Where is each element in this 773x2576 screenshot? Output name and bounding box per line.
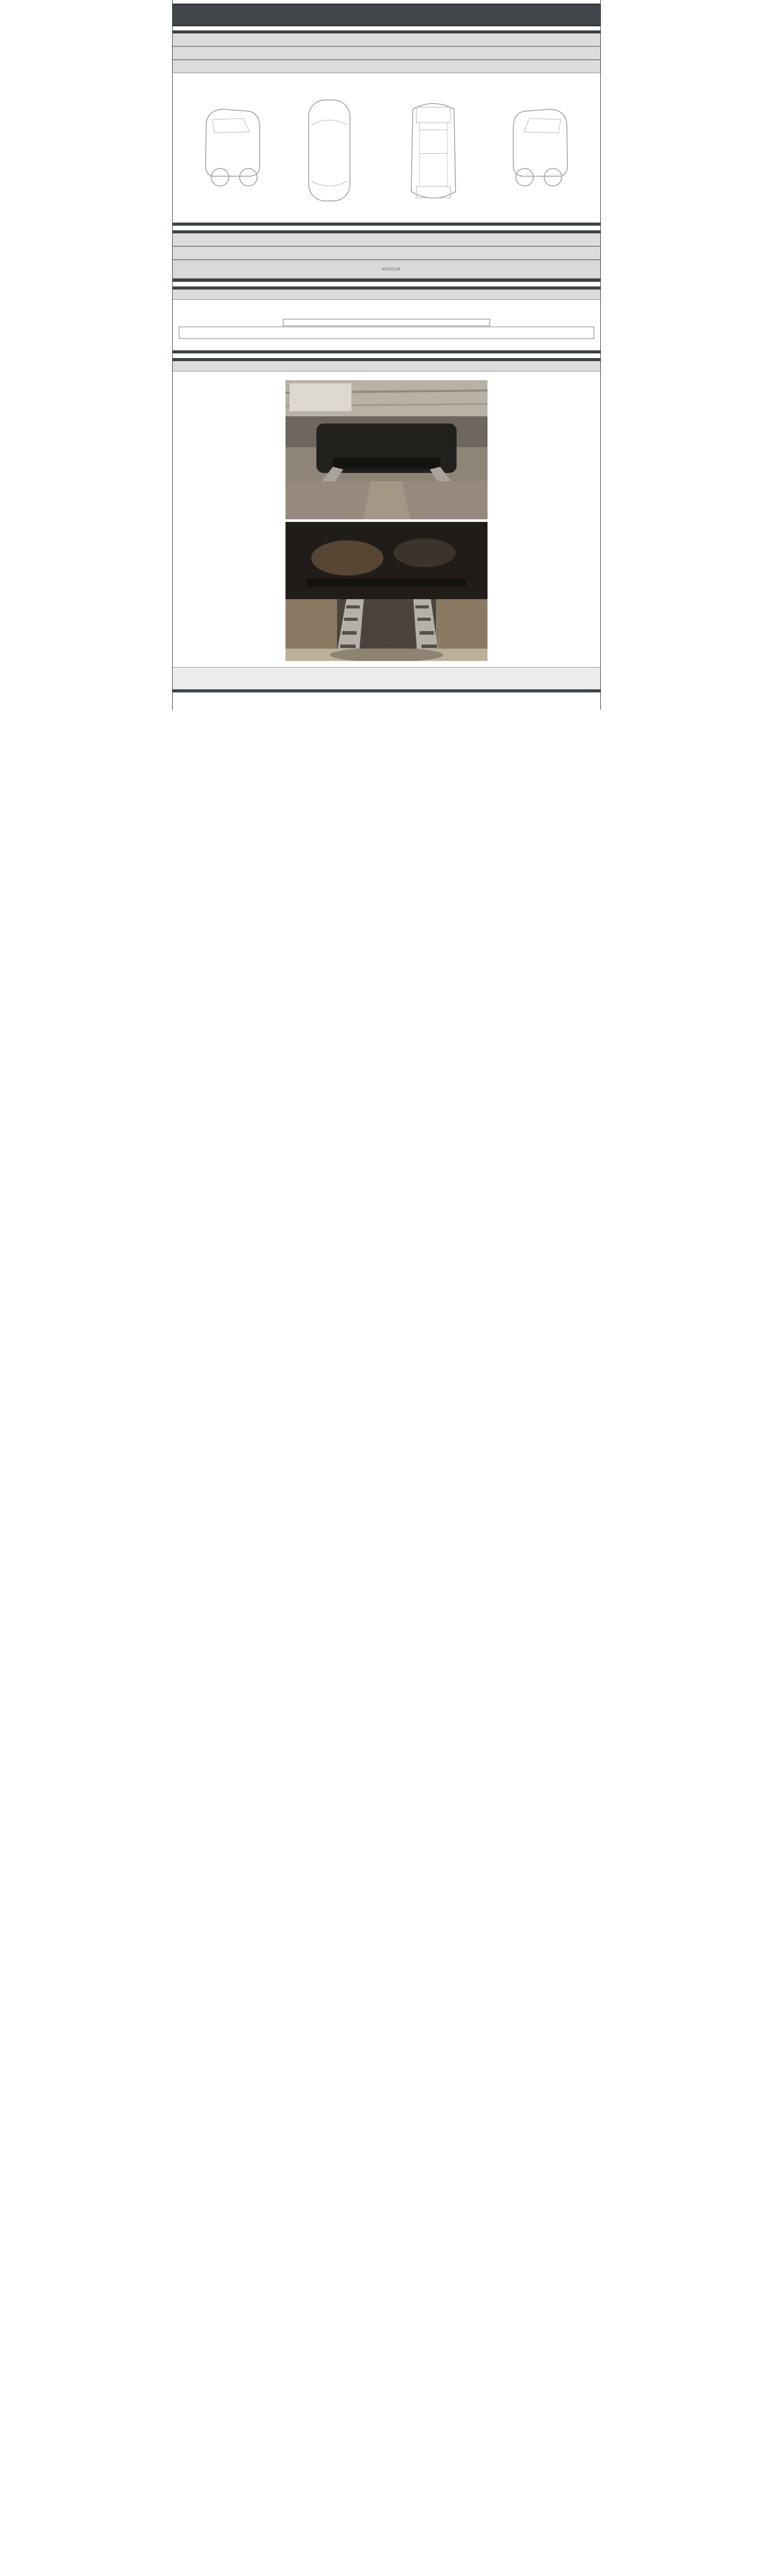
- signature-band: [173, 667, 600, 689]
- block-notice: [173, 286, 600, 353]
- section-etc-header: [173, 246, 600, 260]
- document-header: [173, 4, 600, 26]
- continued-note: [173, 353, 600, 354]
- inspection-photo-1: [285, 380, 488, 519]
- car-diagram-side-left: [192, 89, 269, 212]
- block-basic-summary-accident: [173, 30, 600, 226]
- section-summary-header: [173, 46, 600, 60]
- section-notice-header: [173, 290, 600, 300]
- section-basic-header: [173, 33, 600, 46]
- document-sheet: [172, 0, 601, 710]
- form-regulation-note: [173, 0, 600, 4]
- block-photos-sign: [173, 358, 600, 692]
- valuation-definition-box: [179, 327, 594, 339]
- car-diagram-top: [296, 89, 363, 212]
- final-price-band: [173, 260, 600, 279]
- car-diagram-side-right: [504, 89, 581, 212]
- inspection-photo-2: [285, 522, 488, 661]
- car-diagrams: [173, 80, 600, 223]
- notice-body: [173, 300, 600, 313]
- final-price-amount: [382, 268, 400, 270]
- valuation-box-title: [283, 319, 490, 326]
- section-photos-header: [173, 361, 600, 371]
- footer-confirmation: [173, 692, 600, 705]
- block-detail-etc: [173, 230, 600, 282]
- section-detail-header: [173, 233, 600, 246]
- car-diagram-underbody: [390, 89, 477, 212]
- accident-legend: [173, 73, 600, 78]
- section-accident-header: [173, 60, 600, 73]
- inspection-photos: [173, 371, 600, 661]
